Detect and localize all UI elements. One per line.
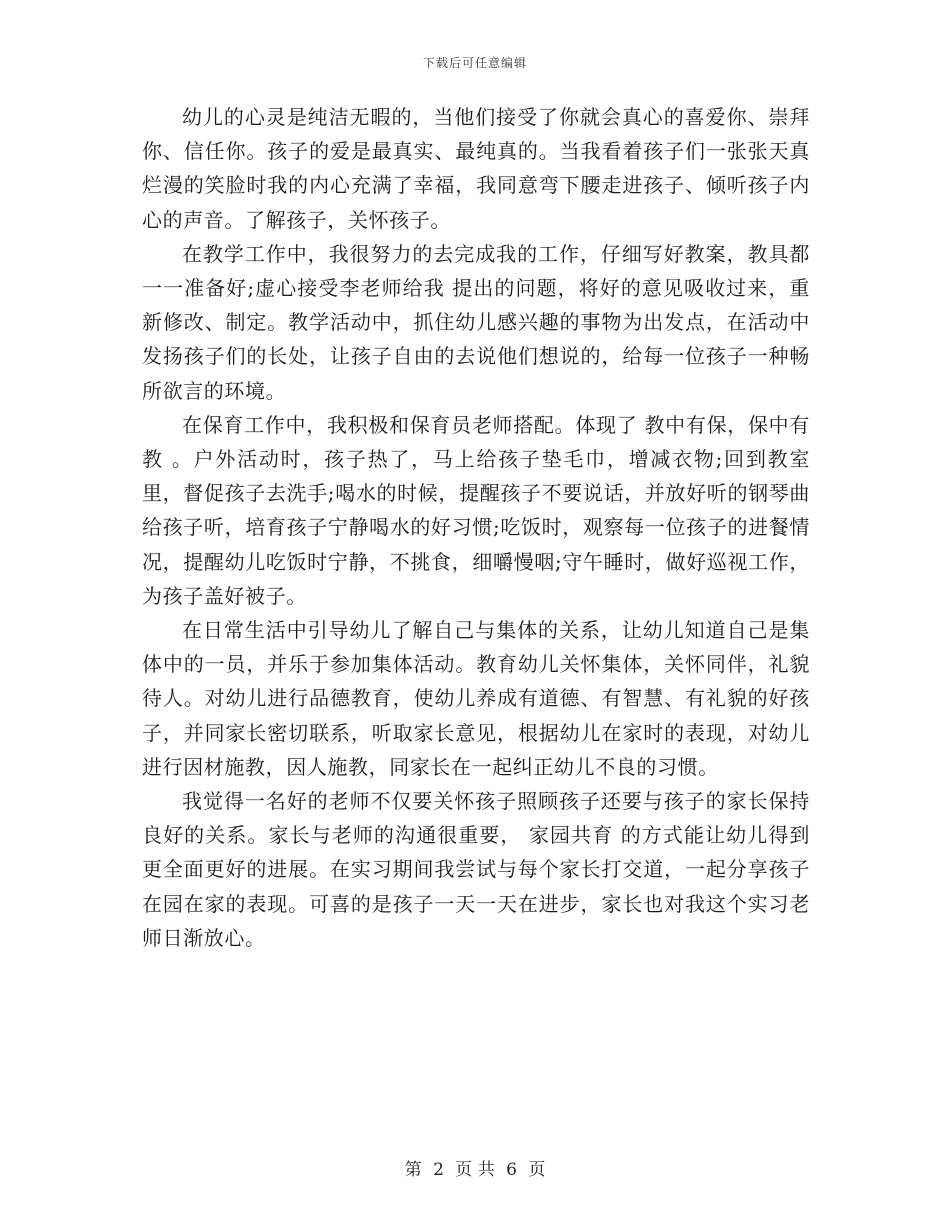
paragraph-4: 在日常生活中引导幼儿了解自己与集体的关系，让幼儿知道自己是集体中的一员，并乐于参加集体活动。教育幼儿关怀集体，关怀同伴，礼貌待人。对幼儿进行品德教育，使幼儿养成有道德、有智慧、有礼貌的好孩子，并同家长密切联系，听取家长意见，根据幼儿在家时的表现，对幼儿进行因材施教，因人施教，同家长在一起纠正幼儿不良的习惯。 — [142, 618, 810, 779]
footer-page-number: 2 — [433, 1160, 444, 1180]
paragraph-1: 幼儿的心灵是纯洁无暇的，当他们接受了你就会真心的喜爱你、崇拜你、信任你。孩子的爱是最真实、最纯真的。当我看着孩子们一张张天真烂漫的笑脸时我的内心充满了幸福，我同意弯下腰走进孩子、倾听孩子内心的声音。了解孩子，关怀孩子。 — [142, 105, 810, 232]
page-header-note: 下载后可任意编辑 — [422, 56, 527, 70]
page-footer — [0, 1155, 950, 1180]
paragraph-2: 在教学工作中，我很努力的去完成我的工作，仔细写好教案，教具都一一准备好;虚心接受李老师给我 提出的问题，将好的意见吸收过来，重新修改、制定。教学活动中，抓住幼儿感兴趣的事物为出发点，在活动中发扬孩子们的长处，让孩子自由的去说他们想说的，给每一位孩子一种畅所欲言的环境。 — [142, 241, 810, 403]
footer-total-pages: 6 — [506, 1160, 517, 1180]
paragraph-3: 在保育工作中，我积极和保育员老师搭配。体现了 教中有保，保中有教 。户外活动时，孩子热了，马上给孩子垫毛巾，增减衣物;回到教室里，督促孩子去洗手;喝水的时候，提醒孩子不要说话，并放好听的钢琴曲给孩子听，培育孩子宁静喝水的好习惯;吃饭时，观察每一位孩子的进餐情况，提醒幼儿吃饭时宁静，不挑食，细嚼慢咽;守午睡时，做好巡视工作，为孩子盖好被子。 — [142, 412, 810, 608]
paragraph-5: 我觉得一名好的老师不仅要关怀孩子照顾孩子还要与孩子的家长保持良好的关系。家长与老师的沟通很重要， 家园共育 的方式能让幼儿得到更全面更好的进展。在实习期间我尝试与每个家长打交道，一起分享孩子在园在家的表现。可喜的是孩子一天一天在进步，家长也对我这个实习老师日渐放心。 — [142, 789, 810, 950]
footer-suffix: 页 — [528, 1160, 546, 1180]
footer-mid: 页 共 — [455, 1160, 495, 1180]
document-body — [142, 100, 810, 955]
footer-prefix: 第 — [404, 1160, 422, 1180]
